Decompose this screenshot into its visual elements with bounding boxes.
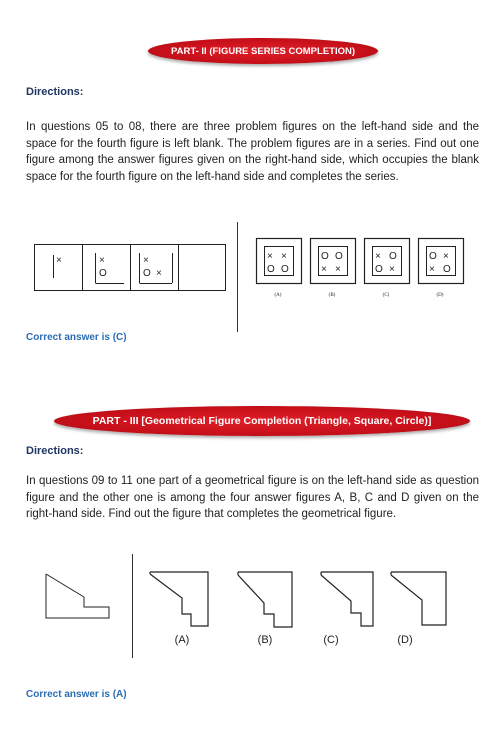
ans-c-tl: ×: [375, 251, 381, 262]
fig3-cross-2: ×: [156, 268, 162, 279]
part3-correct-answer: Correct answer is (A): [26, 689, 127, 700]
ans-d-tr: ×: [443, 251, 449, 262]
part2-correct-answer: Correct answer is (C): [26, 332, 127, 343]
part2-banner: PART- II (FIGURE SERIES COMPLETION): [148, 38, 378, 64]
ans-c-shape: [321, 572, 373, 626]
ans-d-label: (D): [436, 293, 444, 298]
ans-d-shape: [391, 572, 446, 625]
ans-d-bl: ×: [429, 264, 435, 275]
ans-a-shape: [150, 572, 208, 626]
geo-ans-c-label: (C): [323, 634, 339, 646]
ans-d-br: O: [443, 264, 451, 275]
ans-d-tl: O: [429, 251, 437, 262]
ans-b-tl: O: [321, 251, 329, 262]
part3-directions-text: In questions 09 to 11 one part of a geometrical figure is on the left-hand side as question figure and the other one is among the four answer figures A, B, C and D given on the right-hand side. Find out the figure that completes the geometrical figure.: [26, 475, 479, 520]
ans-b-tr: O: [335, 251, 343, 262]
ans-c-label: (C): [382, 293, 390, 298]
ans-b-br: ×: [335, 264, 341, 275]
ans-c-bl: O: [375, 264, 383, 275]
ans-a-tr: ×: [281, 251, 287, 262]
part3-banner: PART - III [Geometrical Figure Completion (Triangle, Square, Circle)]: [54, 406, 470, 436]
part2-directions-text: In questions 05 to 08, there are three problem figures on the left-hand side and the space for the fourth figure is left blank. The problem figures are in a series. Find out one figure among the answer figures given on the right-hand side, which occupies the blank space for the fourth figure on the left-hand side and completes the series.: [26, 121, 479, 183]
ans-c-tr: O: [389, 251, 397, 262]
ans-a-bl: O: [267, 264, 275, 275]
ans-a-tl: ×: [267, 251, 273, 262]
fig3-cross: ×: [143, 255, 149, 266]
ans-b-label: (B): [328, 293, 336, 298]
geo-ans-a-label: (A): [174, 634, 190, 646]
ans-b-bl: ×: [321, 264, 327, 275]
ans-b-shape: [238, 572, 292, 627]
ans-c-br: ×: [389, 264, 395, 275]
geo-ans-b-label: (B): [257, 634, 273, 646]
ans-a-br: O: [281, 264, 289, 275]
part2-directions-label: Directions:: [26, 86, 84, 98]
fig3-circle: O: [143, 268, 151, 279]
fig2-circle: O: [99, 268, 107, 279]
geo-ans-d-label: (D): [397, 634, 413, 646]
part3-directions-label: Directions:: [26, 445, 84, 457]
ans-a-label: (A): [274, 293, 282, 298]
fig2-cross: ×: [99, 255, 105, 266]
fig1-cross: ×: [56, 255, 62, 266]
